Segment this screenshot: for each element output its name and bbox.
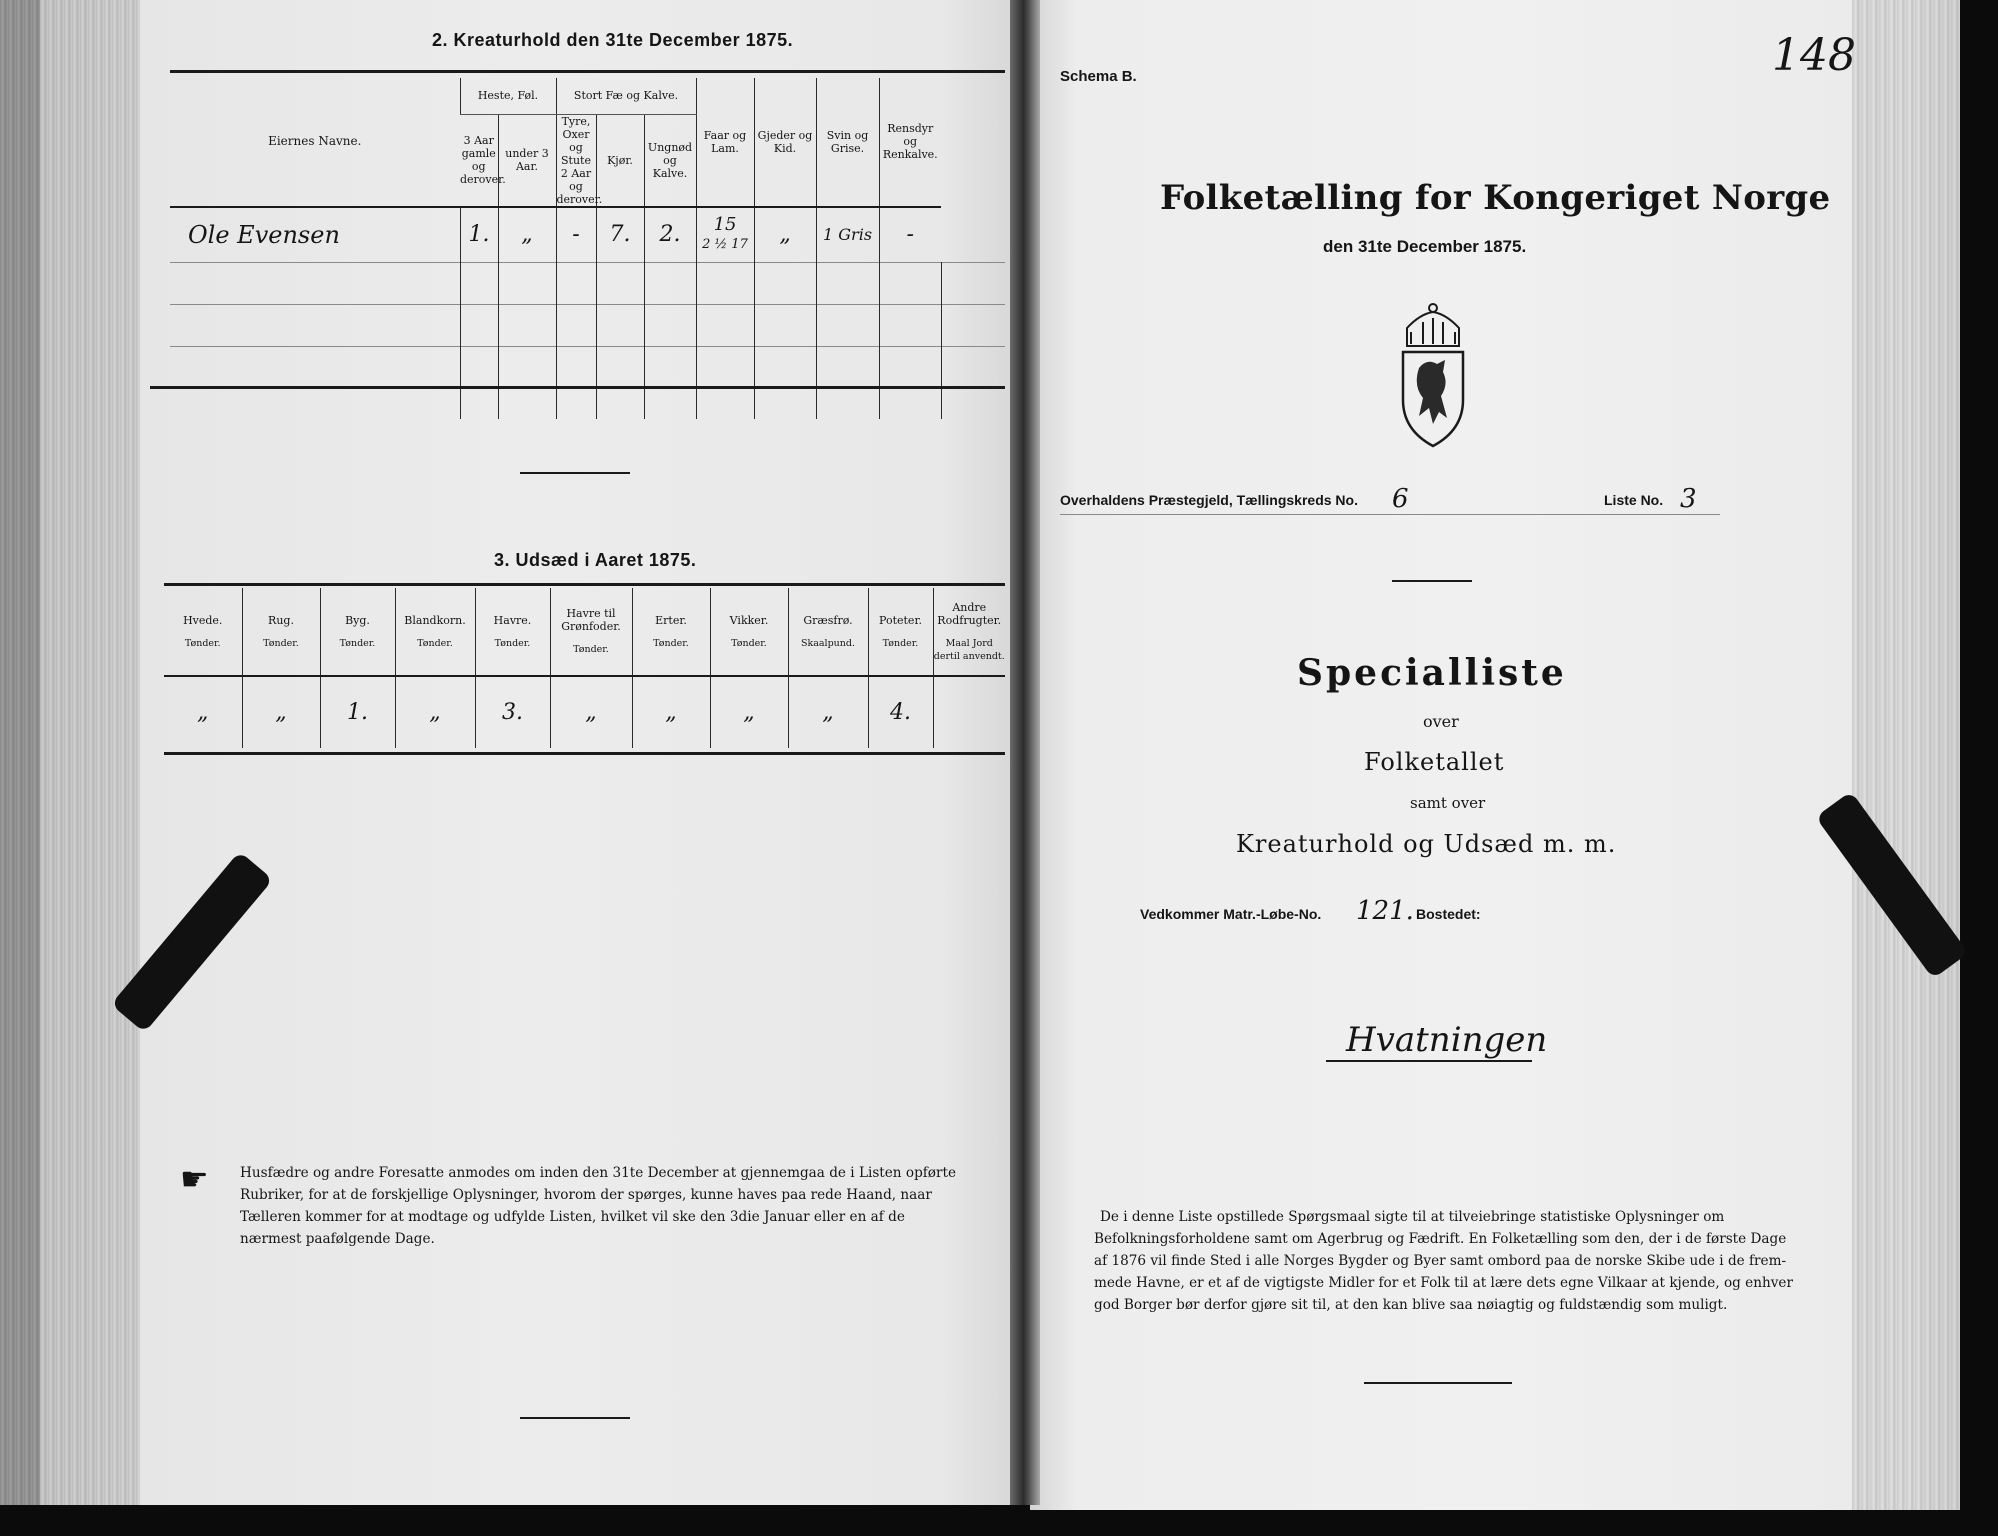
right-page-edges bbox=[1852, 0, 1960, 1510]
udsaed-col-unit: Maal Jord dertil anvendt. bbox=[933, 637, 1005, 662]
kreds-number: 6 bbox=[1392, 484, 1409, 514]
udsaed-col-header bbox=[788, 588, 868, 676]
udsaed-col-name: Rug. bbox=[268, 613, 294, 627]
heste-under3-cell: „ bbox=[498, 207, 556, 263]
udsaed-value-cell: „ bbox=[550, 676, 632, 748]
col-gjeder: Gjeder og Kid. bbox=[754, 78, 816, 207]
table-row bbox=[164, 676, 1005, 748]
footer-rule bbox=[1364, 1382, 1512, 1384]
udsaed-col-name: Havre. bbox=[493, 613, 532, 627]
parish-label: Overhaldens Præstegjeld, Tællingskreds No. bbox=[1060, 492, 1358, 508]
kjor-cell: 7. bbox=[596, 207, 644, 263]
udsaed-col-header bbox=[242, 588, 320, 676]
col-rensdyr: Rensdyr og Renkalve. bbox=[879, 78, 941, 207]
col-kjor: Kjør. bbox=[596, 114, 644, 207]
kreaturhold-label: Kreaturhold og Udsæd m. m. bbox=[1236, 830, 1617, 858]
table-row bbox=[170, 389, 1005, 419]
footer-line: god Borger bør derfor gjøre sit til, at den kan blive saa nøiagtig og fuldstændig som muligt. bbox=[1094, 1297, 1728, 1313]
udsaed-value-cell: „ bbox=[632, 676, 710, 748]
udsaed-value-cell bbox=[933, 676, 1005, 748]
udsaed-col-unit: Tønder. bbox=[882, 637, 919, 649]
document-subtitle: den 31te December 1875. bbox=[1323, 237, 1527, 256]
udsaed-col-unit: Tønder. bbox=[417, 637, 453, 649]
udsaed-col-unit: Tønder. bbox=[731, 637, 767, 649]
udsaed-col-unit: Tønder. bbox=[184, 637, 221, 649]
udsaed-col-unit: Tønder. bbox=[573, 644, 609, 655]
table-row bbox=[170, 207, 1005, 263]
udsaed-col-header bbox=[632, 588, 710, 676]
left-page-edges bbox=[0, 0, 140, 1505]
udsaed-value-cell: „ bbox=[395, 676, 475, 748]
udsaed-table bbox=[164, 588, 1005, 748]
faar-cell bbox=[696, 207, 754, 263]
udsaed-col-name: Blandkorn. bbox=[404, 613, 466, 627]
section2-top-rule bbox=[170, 70, 1005, 73]
footer-line: mede Havne, er et af de vigtigste Midler for et Folk til at lære dets egne Vilkaar at kjende, og enhver bbox=[1094, 1275, 1793, 1291]
heste-3plus-cell: 1. bbox=[460, 207, 498, 263]
udsaed-col-unit: Tønder. bbox=[494, 637, 531, 649]
col-heste-under3: under 3 Aar. bbox=[498, 114, 556, 207]
col-tyre: Tyre, Oxer og Stute 2 Aar og derover. bbox=[556, 114, 603, 206]
udsaed-col-header bbox=[395, 588, 475, 676]
udsaed-col-header bbox=[550, 588, 632, 676]
samt-over-label: samt over bbox=[1410, 794, 1486, 812]
svin-cell: 1 Gris bbox=[816, 207, 879, 263]
tyre-cell: - bbox=[556, 207, 596, 263]
notice-line: Tælleren kommer for at modtage og udfylde Listen, hvilket vil ske den 3die Januar eller en af de bbox=[240, 1209, 905, 1225]
page-number: 148 bbox=[1772, 30, 1856, 81]
pointing-hand-icon: ☛ bbox=[180, 1160, 209, 1198]
section2-heading: 2. Kreaturhold den 31te December 1875. bbox=[432, 30, 794, 50]
left-bottom-rule bbox=[520, 1417, 630, 1419]
liste-label: Liste No. bbox=[1604, 492, 1664, 508]
udsaed-value-cell: „ bbox=[197, 700, 209, 725]
udsaed-value-cell: 3. bbox=[475, 676, 550, 748]
udsaed-col-unit: Tønder. bbox=[263, 637, 299, 649]
over-label: over bbox=[1423, 712, 1459, 731]
footer-line: Befolkningsforholdene samt om Agerbrug og Fædrift. En Folketælling som den, der i de første Dage bbox=[1094, 1231, 1787, 1247]
udsaed-col-header bbox=[868, 588, 933, 676]
notice-line: nærmest paafølgende Dage. bbox=[240, 1231, 435, 1247]
matr-number: 121. bbox=[1356, 896, 1414, 926]
udsaed-col-unit: Tønder. bbox=[653, 637, 689, 649]
col-ungnod: Ungnød og Kalve. bbox=[644, 114, 696, 207]
udsaed-value-cell: „ bbox=[242, 676, 320, 748]
matr-label: Vedkommer Matr.-Løbe-No. bbox=[1140, 906, 1322, 922]
udsaed-value-cell: 4. bbox=[868, 676, 933, 748]
udsaed-col-header bbox=[320, 588, 395, 676]
footer-line: af 1876 vil finde Sted i alle Norges Bygder og Byer samt ombord paa de norske Skibe ude i de frem- bbox=[1094, 1253, 1787, 1269]
parish-line bbox=[1060, 514, 1720, 515]
bosted-label: Bostedet: bbox=[1416, 906, 1481, 922]
rensdyr-cell: - bbox=[879, 207, 941, 263]
document-title: Folketælling for Kongeriget Norge bbox=[1160, 178, 1831, 218]
col-heste-group: Heste, Føl. bbox=[460, 78, 556, 114]
udsaed-col-header bbox=[710, 588, 788, 676]
col-heste-3plus: 3 Aar gamle og derover. bbox=[460, 114, 498, 207]
faar-note: 2 ½ 17 bbox=[702, 236, 748, 252]
udsaed-col-name: Andre Rodfrugter. bbox=[937, 600, 1002, 627]
col-svin: Svin og Grise. bbox=[816, 78, 879, 207]
notice-line: Husfædre og andre Foresatte anmodes om inden den 31te December at gjennemgaa de i Listen opførte bbox=[240, 1165, 956, 1181]
footer-line: De i denne Liste opstillede Spørgsmaal sigte til at tilveiebringe statistiske Oplysninger om bbox=[1100, 1209, 1725, 1225]
section2-bottom-rule bbox=[150, 386, 1005, 389]
col-stort-group: Stort Fæ og Kalve. bbox=[556, 78, 696, 114]
bosted-line bbox=[1326, 1060, 1532, 1062]
udsaed-col-header bbox=[933, 588, 1005, 676]
owner-cell: Ole Evensen bbox=[188, 220, 340, 249]
udsaed-col-unit: Tønder. bbox=[339, 637, 376, 649]
udsaed-col-name: Poteter. bbox=[879, 613, 922, 627]
right-separator-rule bbox=[1392, 580, 1472, 582]
folketallet-label: Folketallet bbox=[1364, 748, 1505, 776]
udsaed-col-unit: Skaalpund. bbox=[800, 637, 856, 649]
footer-text bbox=[1094, 1206, 1794, 1316]
udsaed-value-cell: „ bbox=[788, 676, 868, 748]
col-owner: Eiernes Navne. bbox=[170, 78, 460, 207]
gjeder-cell: „ bbox=[754, 207, 816, 263]
table-row bbox=[170, 263, 1005, 305]
udsaed-value-cell: 1. bbox=[320, 676, 395, 748]
liste-number: 3 bbox=[1680, 484, 1697, 514]
udsaed-col-name: Havre til Grønfoder. bbox=[561, 607, 621, 633]
udsaed-col-header bbox=[164, 588, 242, 676]
section3-bottom-rule bbox=[164, 752, 1005, 755]
col-faar: Faar og Lam. bbox=[696, 78, 754, 207]
udsaed-col-name: Erter. bbox=[655, 613, 687, 627]
coat-of-arms-icon bbox=[1393, 300, 1473, 450]
schema-label: Schema B. bbox=[1060, 68, 1137, 85]
udsaed-col-name: Vikker. bbox=[729, 613, 769, 627]
separator-rule bbox=[520, 472, 630, 474]
faar-value: 15 bbox=[713, 213, 737, 235]
table-row bbox=[170, 305, 1005, 347]
notice-text bbox=[240, 1162, 985, 1250]
udsaed-col-name: Græsfrø. bbox=[803, 613, 853, 627]
kreaturhold-table bbox=[170, 78, 1005, 419]
udsaed-value-cell: „ bbox=[710, 676, 788, 748]
section3-top-rule bbox=[164, 583, 1005, 586]
udsaed-col-name: Hvede. bbox=[183, 613, 223, 627]
notice-line: Rubriker, for at de forskjellige Oplysninger, hvorom der spørges, kunne haves paa rede Haand, naar bbox=[240, 1187, 932, 1203]
section3-heading: 3. Udsæd i Aaret 1875. bbox=[494, 550, 697, 570]
special-title: Specialliste bbox=[1297, 652, 1567, 694]
table-row bbox=[170, 347, 1005, 389]
udsaed-col-header bbox=[475, 588, 550, 676]
ungnod-cell: 2. bbox=[644, 207, 696, 263]
udsaed-col-name: Byg. bbox=[345, 613, 370, 627]
book-gutter bbox=[1010, 0, 1040, 1505]
bosted-value: Hvatningen bbox=[1346, 1020, 1548, 1060]
